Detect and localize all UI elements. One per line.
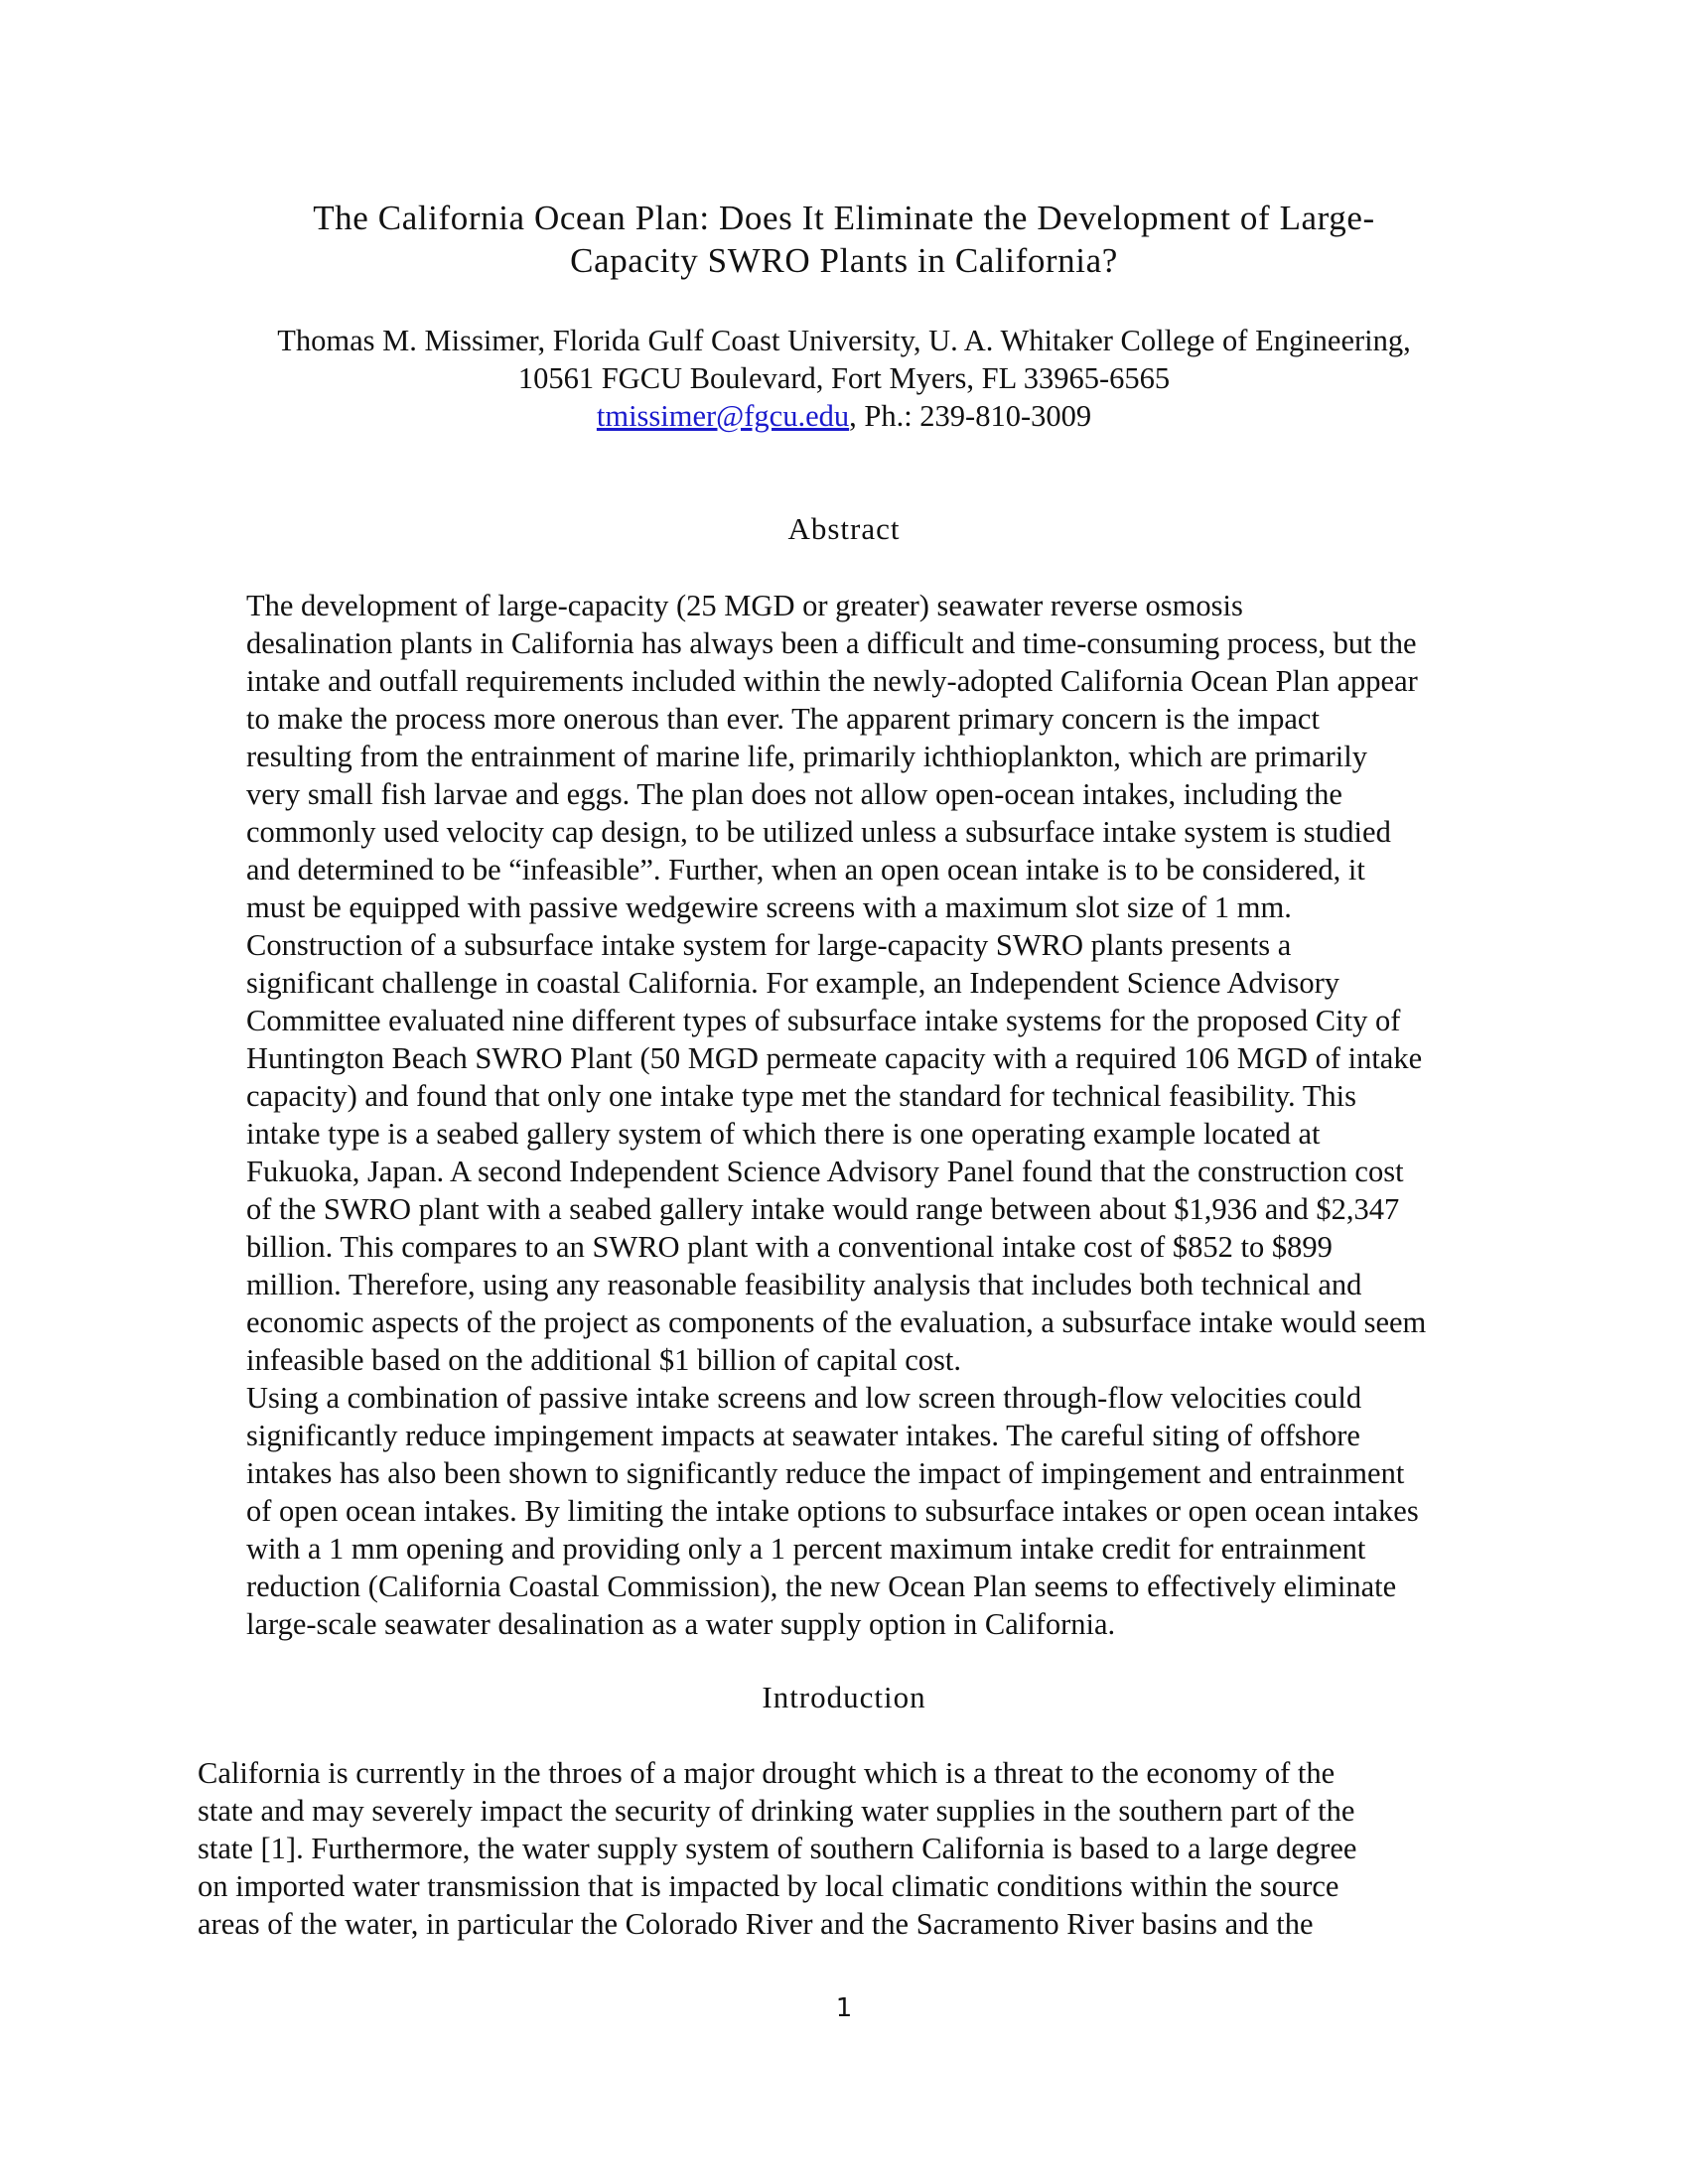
abstract-paragraph	[198, 587, 1478, 926]
text-line: state and may severely impact the security of drinking water supplies in the southern part of the	[198, 1794, 1355, 1828]
title-line: The California Ocean Plan: Does It Eliminate the Development of Large-	[313, 199, 1375, 237]
text-line: large-scale seawater desalination as a water supply option in California.	[246, 1607, 1116, 1641]
text-line: intake type is a seabed gallery system of which there is one operating example located at	[246, 1117, 1321, 1151]
text-line: intake and outfall requirements included within the newly-adopted California Ocean Plan appear	[246, 664, 1418, 698]
text-line: Huntington Beach SWRO Plant (50 MGD permeate capacity with a required 106 MGD of intake	[246, 1041, 1423, 1075]
abstract-paragraph	[198, 926, 1478, 1379]
text-line: on imported water transmission that is impacted by local climatic conditions within the source	[198, 1869, 1339, 1903]
author-contact	[149, 397, 1539, 435]
text-line: Fukuoka, Japan. A second Independent Science Advisory Panel found that the construction cost	[246, 1155, 1404, 1188]
text-line: areas of the water, in particular the Colorado River and the Sacramento River basins and the	[198, 1907, 1314, 1941]
text-line: million. Therefore, using any reasonable feasibility analysis that includes both technical and	[246, 1268, 1362, 1301]
email-link[interactable]: tmissimer@fgcu.edu	[596, 399, 850, 433]
text-line: to make the process more onerous than ever. The apparent primary concern is the impact	[246, 702, 1320, 736]
text-line: of open ocean intakes. By limiting the intake options to subsurface intakes or open ocean intakes	[246, 1494, 1419, 1528]
text-line: billion. This compares to an SWRO plant with a conventional intake cost of $852 to $899	[246, 1230, 1333, 1264]
text-line: intakes has also been shown to significantly reduce the impact of impingement and entrainment	[246, 1456, 1405, 1490]
text-line: very small fish larvae and eggs. The plan does not allow open-ocean intakes, including the	[246, 777, 1342, 811]
text-line: capacity) and found that only one intake type met the standard for technical feasibility. This	[246, 1079, 1356, 1113]
text-line: The development of large-capacity (25 MGD or greater) seawater reverse osmosis	[246, 589, 1243, 622]
text-line: reduction (California Coastal Commission), the new Ocean Plan seems to effectively eliminate	[246, 1570, 1397, 1603]
text-line: state [1]. Furthermore, the water supply system of southern California is based to a large degree	[198, 1832, 1357, 1865]
text-line: infeasible based on the additional $1 billion of capital cost.	[246, 1343, 961, 1377]
introduction-body	[198, 1754, 1478, 1943]
author-affiliation: Thomas M. Missimer, Florida Gulf Coast University, U. A. Whitaker College of Engineering,	[277, 324, 1411, 357]
text-line: with a 1 mm opening and providing only a 1 percent maximum intake credit for entrainment	[246, 1532, 1366, 1566]
text-line: of the SWRO plant with a seabed gallery intake would range between about $1,936 and $2,347	[246, 1192, 1400, 1226]
introduction-heading: Introduction	[762, 1680, 926, 1714]
author-block	[149, 322, 1539, 435]
abstract-paragraph	[198, 1379, 1478, 1643]
text-line: significantly reduce impingement impacts at seawater intakes. The careful siting of offshore	[246, 1419, 1360, 1452]
text-line: Construction of a subsurface intake system for large-capacity SWRO plants presents a	[246, 928, 1292, 962]
title-line: Capacity SWRO Plants in California?	[570, 241, 1118, 280]
text-line: resulting from the entrainment of marine life, primarily ichthioplankton, which are primarily	[246, 740, 1368, 773]
page-number: 1	[835, 1993, 853, 2023]
phone-text: , Ph.: 239-810-3009	[849, 399, 1092, 433]
text-line: economic aspects of the project as components of the evaluation, a subsurface intake would seem	[246, 1305, 1427, 1339]
paper-title	[149, 197, 1539, 282]
text-line: Using a combination of passive intake screens and low screen through-flow velocities could	[246, 1381, 1362, 1415]
text-line: Committee evaluated nine different types of subsurface intake systems for the proposed City of	[246, 1004, 1401, 1037]
introduction-paragraph	[198, 1754, 1478, 1943]
abstract-body	[198, 587, 1478, 1643]
text-line: significant challenge in coastal California. For example, an Independent Science Advisory	[246, 966, 1340, 1000]
text-line: California is currently in the throes of a major drought which is a threat to the economy of the	[198, 1756, 1336, 1790]
abstract-heading: Abstract	[787, 511, 901, 546]
text-line: desalination plants in California has always been a difficult and time-consuming process, but the	[246, 626, 1417, 660]
text-line: commonly used velocity cap design, to be utilized unless a subsurface intake system is studied	[246, 815, 1391, 849]
author-address: 10561 FGCU Boulevard, Fort Myers, FL 33965-6565	[517, 361, 1171, 395]
text-line: must be equipped with passive wedgewire screens with a maximum slot size of 1 mm.	[246, 890, 1292, 924]
text-line: and determined to be “infeasible”. Further, when an open ocean intake is to be considered, it	[246, 853, 1365, 887]
